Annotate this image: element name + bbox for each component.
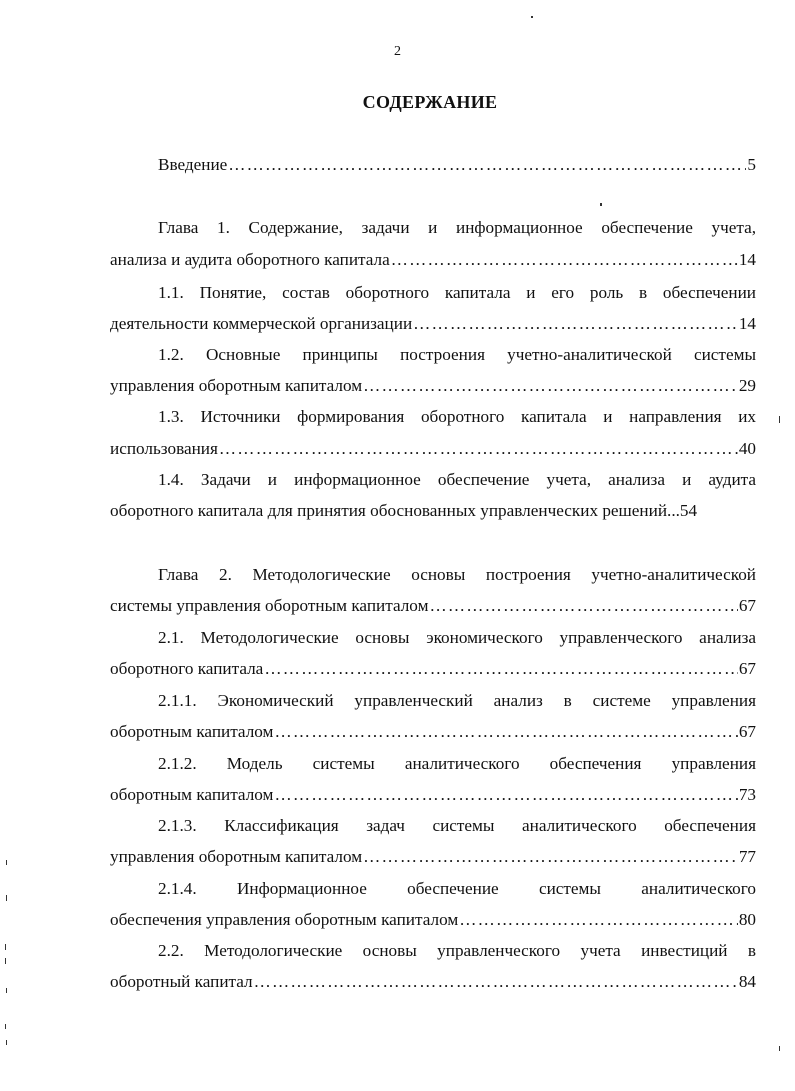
toc-page-number: 40 (738, 439, 756, 458)
dot-leader (274, 784, 737, 806)
dot-leader (274, 721, 737, 743)
dot-leader (391, 249, 738, 271)
toc-entry-title: использования (110, 439, 218, 458)
scan-speck (6, 1040, 7, 1045)
toc-entry-intro (158, 154, 756, 176)
scan-speck (779, 416, 780, 423)
toc-entry-line (110, 658, 756, 680)
dot-leader (363, 375, 738, 397)
toc-entry-title: оборотного капитала (110, 659, 264, 678)
toc-page-number: 67 (738, 722, 756, 741)
scan-speck (600, 203, 602, 206)
toc-entry-title: Введение (158, 155, 228, 174)
toc-page-number: 29 (738, 376, 756, 395)
toc-entry-title: анализа и аудита оборотного капитала (110, 250, 390, 269)
dot-leader (459, 909, 738, 931)
toc-entry-line: 2.1.1. Экономический управленческий анализ в системе управления (158, 691, 756, 710)
dot-leader (264, 658, 738, 680)
toc-entry-line: оборотного капитала для принятия обоснованных управленческих решений...54 (110, 501, 698, 520)
toc-page-number: 14 (738, 250, 756, 269)
toc-entry-line: 2.1.3. Классификация задач системы аналитического обеспечения (158, 816, 756, 835)
dot-leader (363, 846, 738, 868)
toc-page-number: 67 (738, 659, 756, 678)
toc-entry-line: 2.1. Методологические основы экономического управленческого анализа (158, 628, 756, 647)
toc-entry-line: 2.1.2. Модель системы аналитического обеспечения управления (158, 754, 756, 773)
toc-entry-line (110, 313, 756, 335)
scan-speck (5, 958, 6, 964)
toc-entry-line: 2.1.4. Информационное обеспечение системы аналитического (158, 879, 756, 898)
toc-entry-line (110, 784, 756, 806)
scan-speck (6, 860, 7, 865)
scan-speck (5, 944, 6, 950)
toc-page-number: 67 (738, 596, 756, 615)
toc-entry-title: управления оборотным капиталом (110, 376, 363, 395)
toc-entry-line: 1.2. Основные принципы построения учетно-аналитической системы (158, 345, 756, 364)
toc-entry-line: Глава 2. Методологические основы построения учетно-аналитической (158, 565, 756, 584)
toc-entry-title: управления оборотным капиталом (110, 847, 363, 866)
scan-speck (5, 1024, 6, 1029)
toc-entry-title: системы управления оборотным капиталом (110, 596, 429, 615)
toc-entry-line (110, 909, 756, 931)
toc-entry-line (110, 438, 756, 460)
toc-entry-line: 1.3. Источники формирования оборотного капитала и направления их (158, 407, 756, 426)
toc-page-number: 77 (738, 847, 756, 866)
toc-entry-line (110, 721, 756, 743)
toc-entry-title: оборотный капитал (110, 972, 253, 991)
scan-speck (6, 988, 7, 993)
scan-speck (6, 895, 7, 901)
toc-entry-title: оборотным капиталом (110, 785, 274, 804)
toc-entry-line (110, 249, 756, 271)
toc-page-number: 5 (747, 155, 756, 174)
toc-entry-title: оборотным капиталом (110, 722, 274, 741)
scan-speck (531, 16, 533, 18)
page-title: СОДЕРЖАНИЕ (362, 92, 498, 112)
toc-page-number: 14 (738, 314, 756, 333)
toc-entry-line (110, 846, 756, 868)
toc-entry-title: обеспечения управления оборотным капиталом (110, 910, 459, 929)
dot-leader (429, 595, 737, 617)
toc-entry-line (110, 971, 756, 993)
toc-entry-line (110, 375, 756, 397)
toc-entry-line (110, 595, 756, 617)
toc-page-number: 84 (738, 972, 756, 991)
dot-leader (254, 971, 738, 993)
scan-speck (779, 1046, 780, 1051)
toc-entry-title: деятельности коммерческой организации (110, 314, 413, 333)
toc-page-number: 73 (738, 785, 756, 804)
page-number: 2 (394, 44, 401, 59)
toc-entry-line: 2.2. Методологические основы управленческого учета инвестиций в (158, 941, 756, 960)
toc-page-number: 80 (738, 910, 756, 929)
dot-leader (228, 154, 746, 176)
dot-leader (219, 438, 738, 460)
dot-leader (413, 313, 738, 335)
toc-entry-line: Глава 1. Содержание, задачи и информационное обеспечение учета, (158, 218, 756, 237)
toc-entry-line: 1.4. Задачи и информационное обеспечение учета, анализа и аудита (158, 470, 756, 489)
toc-entry-line: 1.1. Понятие, состав оборотного капитала и его роль в обеспечении (158, 283, 756, 302)
